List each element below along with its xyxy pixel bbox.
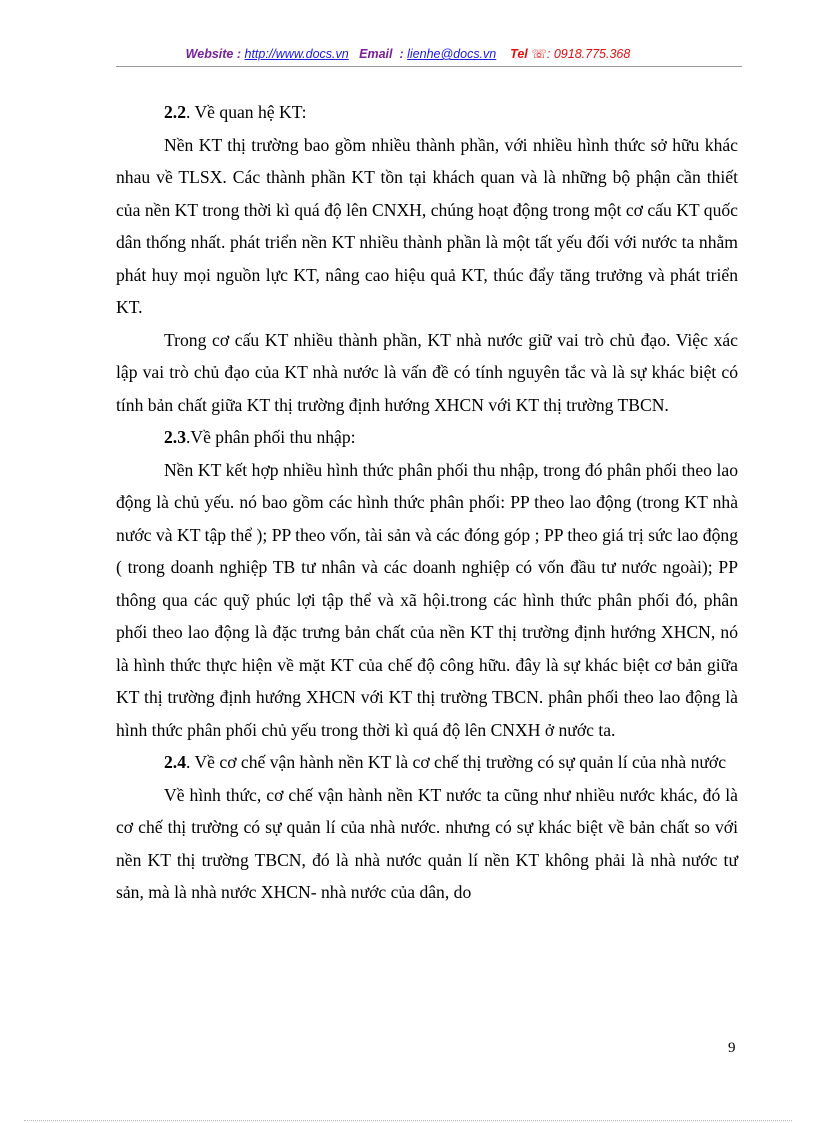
document-body (116, 96, 738, 909)
section-2-3-heading (116, 421, 738, 454)
email-link[interactable]: lienhe@docs.vn (407, 47, 497, 61)
section-2-3-number: 2.3 (164, 427, 186, 447)
website-label: Website : (185, 47, 242, 61)
paragraph: Nền KT thị trường bao gồm nhiều thành phần, với nhiều hình thức sở hữu khác nhau về TLSX. Các thành phần KT tồn tại khách quan và là những bộ phận cần thiết của nền KT trong thời kì quá độ lên CNXH, chúng hoạt động trong một cơ cấu KT quốc dân thống nhất. phát triển nền KT nhiều thành phần là một tất yếu đối với nước ta nhằm phát huy mọi nguồn lực KT, nâng cao hiệu quả KT, thúc đẩy tăng trưởng và phát triển KT. (116, 134, 738, 317)
section-2-3-title: .Về phân phối thu nhập: (186, 427, 356, 447)
page-number: 9 (728, 1040, 736, 1056)
paragraph: Về hình thức, cơ chế vận hành nền KT nước ta cũng như nhiều nước khác, đó là cơ chế thị trường có sự quản lí của nhà nước. nhưng có sự khác biệt về bản chất so với nền KT thị trường TBCN, đó là nhà nước quản lí nền KT không phải là nhà nước tư sản, mà là nhà nước XHCN- nhà nước của dân, do (116, 784, 738, 902)
tel-label: Tel (510, 47, 528, 61)
header-divider (116, 66, 742, 67)
website-link[interactable]: http://www.docs.vn (244, 47, 349, 61)
section-2-2-heading (116, 96, 738, 129)
page-header (0, 46, 816, 61)
paragraph: Nền KT kết hợp nhiều hình thức phân phối thu nhập, trong đó phân phối theo lao động là chủ yếu. nó bao gồm các hình thức phân phối: PP theo lao động (trong KT nhà nước và KT tập thể ); PP theo vốn, tài sản và các đóng góp ; PP theo giá trị sức lao động ( trong doanh nghiệp TB tư nhân và các doanh nghiệp có vốn đầu tư nước ngoài); PP thông qua các quỹ phúc lợi tập thể và xã hội.trong các hình thức phân phối đó, phân phối theo lao động là đặc trưng bản chất của nền KT thị trường định hướng XHCN, nó là hình thức thực hiện về mặt KT của chế độ công hữu. đây là sự khác biệt cơ bản giữa KT thị trường định hướng XHCN với KT thị trường TBCN. phân phối theo lao động là hình thức phân phối chủ yếu trong thời kì quá độ lên CNXH ở nước ta. (116, 459, 738, 740)
phone-number: : 0918.775.368 (546, 47, 631, 61)
section-2-2-number: 2.2 (164, 102, 186, 122)
section-2-4-number: 2.4 (164, 752, 186, 772)
email-separator: : (399, 47, 404, 61)
footer-divider (24, 1120, 792, 1121)
telephone-icon: ☏ (531, 47, 547, 61)
email-label: Email (359, 47, 393, 61)
section-2-4-heading (116, 746, 738, 779)
section-2-2-title: . Về quan hệ KT: (186, 102, 307, 122)
section-2-4-title: . Về cơ chế vận hành nền KT là cơ chế thị trường có sự quản lí của nhà nước (186, 752, 727, 772)
paragraph: Trong cơ cấu KT nhiều thành phần, KT nhà nước giữ vai trò chủ đạo. Việc xác lập vai trò chủ đạo của KT nhà nước là vấn đề có tính nguyên tắc và là sự khác biệt có tính bản chất giữa KT thị trường định hướng XHCN với KT thị trường TBCN. (116, 329, 738, 415)
